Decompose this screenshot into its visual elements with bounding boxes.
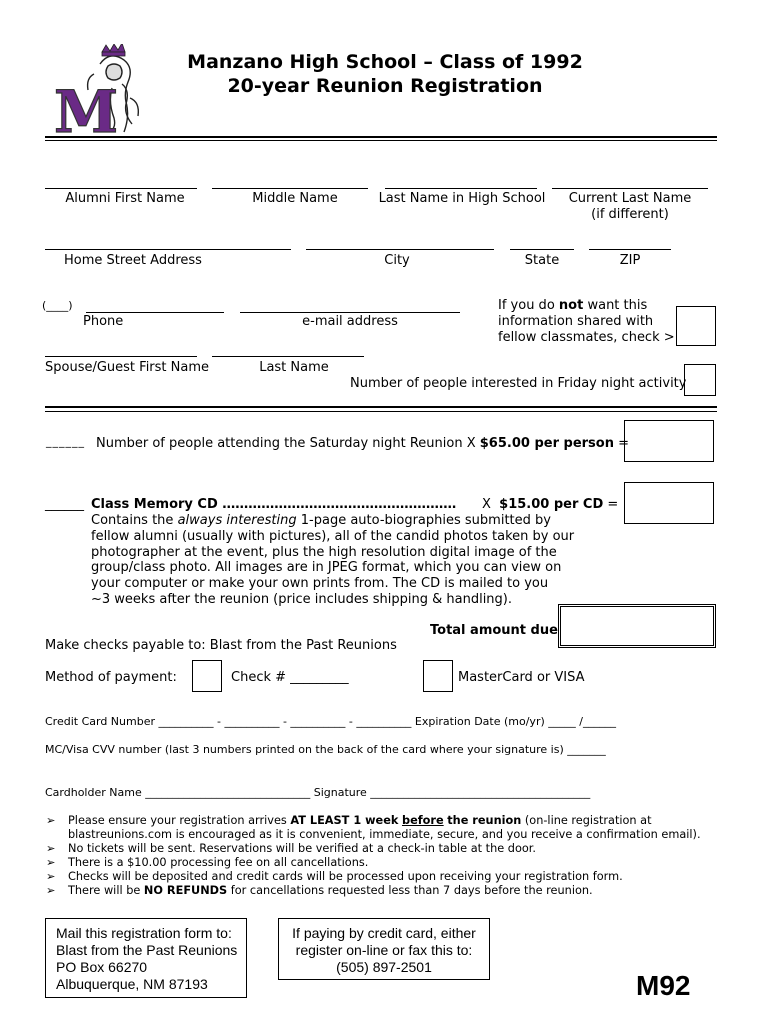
opt-out-post: want this	[587, 298, 648, 313]
credit-card-checkbox[interactable]	[423, 660, 453, 692]
payable-to: Make checks payable to: Blast from the Past Reunions	[45, 638, 397, 653]
spouse-last-label: Last Name	[259, 360, 329, 375]
arrow-bullet-icon: ➢	[46, 842, 56, 855]
zip-field[interactable]	[589, 249, 671, 250]
credit-card-number-field[interactable]: Credit Card Number __________ - __________ - __________ - __________ Expiration Date (mo/yr) _____ /______	[45, 715, 616, 728]
current-last-name-field[interactable]	[552, 188, 708, 189]
header-rule	[45, 136, 717, 138]
opt-out-text-line1	[498, 298, 647, 314]
opt-out-text-line3: fellow classmates, check >	[498, 330, 675, 345]
phone-label: Phone	[83, 314, 124, 329]
cd-desc-line5: your computer or make your own prints from. The CD is mailed to you	[91, 576, 549, 592]
mail-line4: Albuquerque, NM 87193	[56, 976, 208, 992]
credit-card-label: MasterCard or VISA	[458, 670, 585, 685]
payment-method-label: Method of payment:	[45, 670, 177, 685]
section-rule-top	[45, 406, 717, 408]
saturday-desc: Number of people attending the Saturday night Reunion X	[96, 436, 476, 451]
cd-desc-line6: ~3 weeks after the reunion (price includes shipping & handling).	[91, 591, 512, 607]
mail-line3: PO Box 66270	[56, 959, 148, 975]
cd-desc-line2: fellow alumni (usually with pictures), all of the candid photos taken by our	[91, 528, 575, 544]
saturday-text	[96, 436, 629, 452]
zip-label: ZIP	[619, 253, 641, 268]
mail-line2: Blast from the Past Reunions	[56, 942, 238, 958]
saturday-total-box[interactable]	[624, 420, 714, 462]
cardholder-signature-field[interactable]: Cardholder Name ______________________________ Signature ________________________________________	[45, 786, 591, 799]
spouse-last-field[interactable]	[212, 356, 364, 357]
logo-letter: M	[54, 78, 119, 136]
check-number-field[interactable]: Check # _________	[231, 670, 349, 685]
total-due-box[interactable]	[558, 604, 716, 648]
saturday-equals: =	[618, 436, 630, 451]
state-label: State	[524, 253, 560, 268]
middle-name-label: Middle Name	[252, 191, 338, 206]
opt-out-not: not	[558, 298, 584, 313]
fax-line1: If paying by credit card, either	[292, 925, 476, 941]
arrow-bullet-icon: ➢	[46, 884, 56, 897]
spouse-first-label: Spouse/Guest First Name	[45, 360, 210, 375]
friday-count-label: Number of people interested in Friday night activity	[350, 376, 687, 391]
email-field[interactable]	[240, 312, 460, 313]
check-checkbox[interactable]	[192, 660, 222, 692]
cd-equals: =	[607, 497, 619, 512]
section-rule-bottom	[45, 411, 717, 412]
arrow-bullet-icon: ➢	[46, 870, 56, 883]
last-name-hs-field[interactable]	[385, 188, 537, 189]
cd-desc-line3: photographer at the event, plus the high resolution digital image of the	[91, 544, 557, 560]
saturday-count-blank[interactable]: ______	[46, 435, 85, 448]
fax-line2: register on-line or fax this to:	[295, 942, 473, 958]
city-label: City	[384, 253, 410, 268]
spouse-first-field[interactable]	[45, 356, 197, 357]
form-code: M92	[636, 970, 691, 1001]
alumni-first-name-field[interactable]	[45, 188, 197, 189]
cd-count-blank[interactable]: ______	[45, 497, 84, 512]
home-street-field[interactable]	[45, 249, 291, 250]
current-last-name-label: Current Last Name	[568, 191, 692, 206]
arrow-bullet-icon: ➢	[46, 856, 56, 869]
arrow-bullet-icon: ➢	[46, 814, 56, 827]
phone-area-code[interactable]: (____)	[42, 299, 73, 312]
total-due-label: Total amount due	[430, 623, 558, 638]
alumni-first-name-label: Alumni First Name	[65, 191, 185, 206]
cd-label: Class Memory CD ………………………………………………	[91, 497, 457, 512]
state-field[interactable]	[510, 249, 574, 250]
middle-name-field[interactable]	[212, 188, 368, 189]
form-title-line1: Manzano High School – Class of 1992	[187, 51, 583, 73]
cd-total-box[interactable]	[624, 482, 714, 524]
form-title-line2: 20-year Reunion Registration	[227, 75, 543, 97]
friday-count-box[interactable]	[684, 364, 716, 396]
cd-description	[91, 513, 575, 608]
last-name-hs-label: Last Name in High School	[378, 191, 546, 206]
city-field[interactable]	[306, 249, 494, 250]
phone-field[interactable]	[86, 312, 224, 313]
mail-to-box	[45, 918, 247, 998]
header-rule-thin	[45, 140, 717, 141]
cd-desc-line4: group/class photo. All images are in JPEG format, which you can view on	[91, 560, 562, 576]
cd-line	[91, 497, 456, 513]
cd-price: $15.00 per CD	[499, 497, 604, 512]
cd-desc-line1: Contains the always interesting 1-page auto-biographies submitted by	[91, 513, 551, 528]
email-label: e-mail address	[302, 314, 398, 329]
cd-price-line	[482, 497, 618, 513]
school-logo	[52, 44, 152, 136]
cvv-field[interactable]: MC/Visa CVV number (last 3 numbers printed on the back of the card where your signature is) _______	[45, 743, 606, 756]
fax-box	[278, 918, 490, 980]
home-street-label: Home Street Address	[64, 253, 202, 268]
mail-line1: Mail this registration form to:	[56, 925, 232, 941]
opt-out-text-line2: information shared with	[498, 314, 654, 329]
saturday-price: $65.00 per person	[479, 436, 614, 451]
fax-line3: (505) 897-2501	[336, 959, 432, 975]
current-last-name-note: (if different)	[591, 207, 669, 222]
cd-times: X	[482, 497, 491, 512]
opt-out-checkbox[interactable]	[676, 306, 716, 346]
opt-out-pre: If you do	[498, 298, 555, 313]
